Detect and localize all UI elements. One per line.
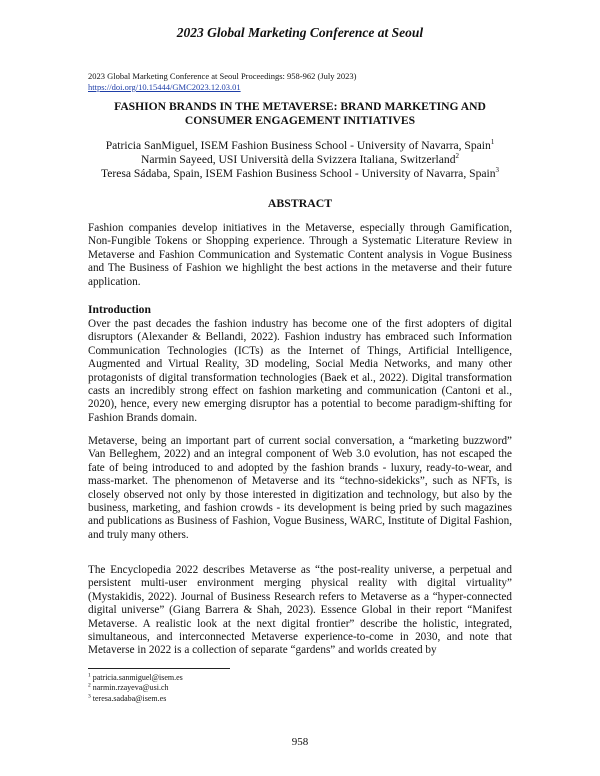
footnote-3: $^3$ teresa.sadaba@isem.es (88, 693, 167, 703)
footnote-2: $^2$ narmin.rzayeva@usi.ch (88, 682, 169, 693)
proceedings-info (88, 71, 356, 93)
introduction-heading: Introduction (88, 303, 151, 316)
introduction-paragraph-1: Over the past decades the fashion industry has become one of the first adopters of digital disruptors (Alexander & Bellandi, 2022). Fashion industry has embraced such Information Communication Technologies (ICTs) as the Internet of Things, Artificial Intelligence, Augmented and Virtual Reality, 3D modeling, Social Media Networks, and many other protagonists of digital transformation technologies (Baek et al., 2022). Digital transformation casts an incredibly strong effect on fashion marketing and communication (Cantoni et al., 2020), hence, every new emerging disruptor has a potential to become paradigm-shifting for Fashion Brands domain. (88, 318, 512, 424)
author-list (88, 139, 512, 181)
introduction-paragraph-2: Metaverse, being an important part of current social conversation, a “marketing buzzword” Van Belleghem, 2022) and an integral component of Web 3.0 evolution, has not escaped the fate of being introduced to and adopted by the fashion brands - luxury, ready-to-wear, and mass-market. The phenomenon of Metaverse and its “techno-sidekicks”, such as NFTs, is closely observed not only by those interested in digitization and technology, but also by the business, marketing, and fashion crowds - its development is being pried by such magazines and publications as Business of Fashion, Vogue Business, WARC, Institute of Digital Fashion, and truly many others. (88, 435, 512, 541)
footnotes (88, 673, 183, 704)
abstract-text: Fashion companies develop initiatives in the Metaverse, especially through Gamification, Non-Fungible Tokens or Shopping experience. Through a Systematic Literature Review in Metaverse and Fashion Communication and Systematic Content analysis in Vogue Business and The Business of Fashion we highlight the best actions in the metaverse and their future application. (88, 222, 512, 288)
doi-link[interactable]: https://doi.org/10.15444/GMC2023.12.03.01 (88, 82, 241, 92)
author-2: Narmin Sayeed, USI Università della Svizzera Italiana, Switzerland$^2$ (140, 152, 460, 166)
proceedings-citation: 2023 Global Marketing Conference at Seoul Proceedings: 958-962 (July 2023) (88, 71, 357, 81)
running-header: 2023 Global Marketing Conference at Seoul (176, 25, 424, 40)
introduction-paragraph-3: The Encyclopedia 2022 describes Metaverse as “the post-reality universe, a perpetual and persistent multi-user environment merging physical reality with digital virtuality” (Mystakidis, 2022). Journal of Business Research refers to Metaverse as a “hyper-connected digital universe” (Giang Barrera & Shah, 2023). Essence Global in their report “Manifest Metaverse. A realistic look at the next digital frontier” describe the holistic, integrated, simultaneous, and interconnected Metaverse experience-to-come in 2030, and note that Metaverse in 2022 is a collection of separate “gardens” and worlds created by (88, 564, 512, 657)
footnote-1: $^1$ patricia.sanmiguel@isem.es (88, 672, 183, 682)
paper-title-line-2: CONSUMER ENGAGEMENT INITIATIVES (184, 114, 416, 127)
author-3-footnote-marker: 3 (495, 166, 500, 175)
author-1: Patricia SanMiguel, ISEM Fashion Business School - University of Navarra, Spain$^1$ (105, 138, 495, 152)
paper-title (88, 100, 512, 128)
author-3: Teresa Sádaba, Spain, ISEM Fashion Business School - University of Navarra, Spain$^3$ (100, 166, 500, 180)
page-number: 958 (291, 736, 309, 748)
author-2-footnote-marker: 2 (455, 152, 460, 161)
author-1-footnote-marker: 1 (490, 138, 495, 147)
abstract-heading: ABSTRACT (267, 196, 333, 210)
paper-title-line-1: FASHION BRANDS IN THE METAVERSE: BRAND MARKETING AND (114, 100, 486, 113)
footnote-divider (88, 668, 230, 669)
